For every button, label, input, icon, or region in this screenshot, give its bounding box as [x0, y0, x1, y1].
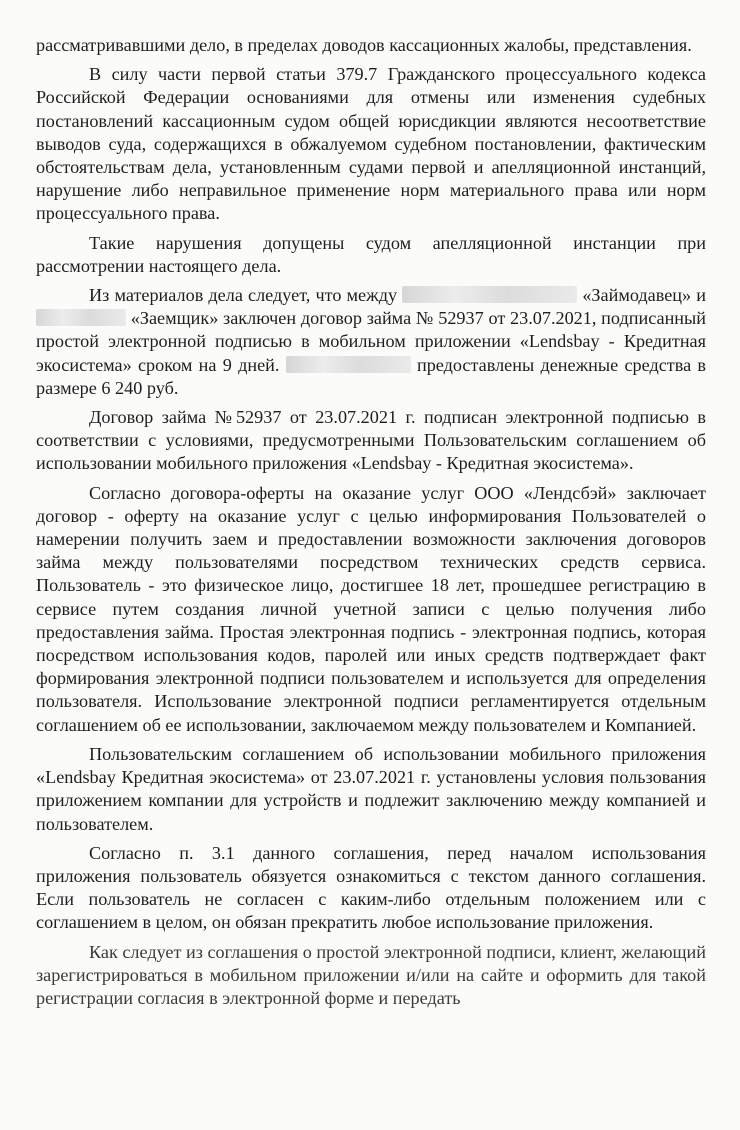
paragraph-2: В силу части первой статьи 379.7 Гражданского процессуального кодекса Российской Федерации основаниями для отмены или изменения судебных постановлений кассационным судом общей юрисдикции являются несоответствие выводов суда, содержащихся в обжалуемом судебном постановлении, фактическим обстоятельствам дела, установленным судами первой и апелляционной инстанций, нарушение либо неправильное применение норм материального права или норм процессуального права.	[36, 64, 706, 224]
paragraph-7: Пользовательским соглашением об использовании мобильного приложения «Lendsbay Кредитная экосистема» от 23.07.2021 г. установлены условия пользования приложением компании для устройств и подлежит заключению между компанией и пользователем.	[36, 743, 706, 834]
redacted-borrower-2	[286, 356, 411, 373]
redacted-borrower	[36, 309, 126, 326]
paragraph-1: рассматривавшими дело, в пределах доводов кассационных жалобы, представления.	[36, 35, 692, 55]
paragraph-8: Согласно п. 3.1 данного соглашения, перед началом использования приложения пользователь обязуется ознакомиться с текстом данного соглашения. Если пользователь не согласен с каким-либо отдельным положением или с соглашением в целом, он обязан прекратить любое использование приложения.	[36, 842, 706, 933]
paragraph-5: Договор займа №52937 от 23.07.2021 г. подписан электронной подписью в соответствии с условиями, предусмотренными Пользовательским соглашением об использовании мобильного приложения «Lendsbay - Кредитная экосистема».	[36, 407, 706, 474]
document-body	[36, 34, 706, 1016]
paragraph-4-part-c: «Заемщик» заключен договор займа № 52937 от 23.07.2021, подписанный простой электронной подписью в мобильном приложении «Lendsbay - Кредитная экосистема» сроком на 9 дней.	[36, 308, 706, 375]
paragraph-4-part-d: предоставлены денежные средства в размере 6 240 руб.	[36, 354, 706, 398]
redacted-lender	[402, 286, 577, 303]
paragraph-4-part-b: «Займодавец» и	[582, 285, 706, 306]
paragraph-4	[36, 284, 706, 400]
paragraph-3: Такие нарушения допущены судом апелляционной инстанции при рассмотрении настоящего дела.	[36, 232, 706, 276]
paragraph-6: Согласно договора-оферты на оказание услуг ООО «Лендсбэй» заключает договор - оферту на оказание услуг с целью информирования Пользователей о намерении получить заем и предоставлении возможности заключения договоров займа между пользователями посредством технических средств сервиса. Пользователь - это физическое лицо, достигшее 18 лет, прошедшее регистрацию в сервисе путем создания личной учетной записи с целью получения либо предоставления займа. Простая электронная подпись - электронная подпись, которая посредством использования кодов, паролей или иных средств подтверждает факт формирования электронной подписи пользователем и используется для определения пользователя. Использование электронной подписи регламентируется отдельным соглашением об ее использовании, заключаемом между пользователем и Компанией.	[36, 482, 706, 735]
paragraph-9: Как следует из соглашения о простой электронной подписи, клиент, желающий зарегистрироваться в мобильном приложении и/или на сайте и оформить для такой регистрации согласия в электронной форме и передать	[36, 941, 707, 1008]
paragraph-4-part-a: Из материалов дела следует, что между	[89, 285, 398, 306]
